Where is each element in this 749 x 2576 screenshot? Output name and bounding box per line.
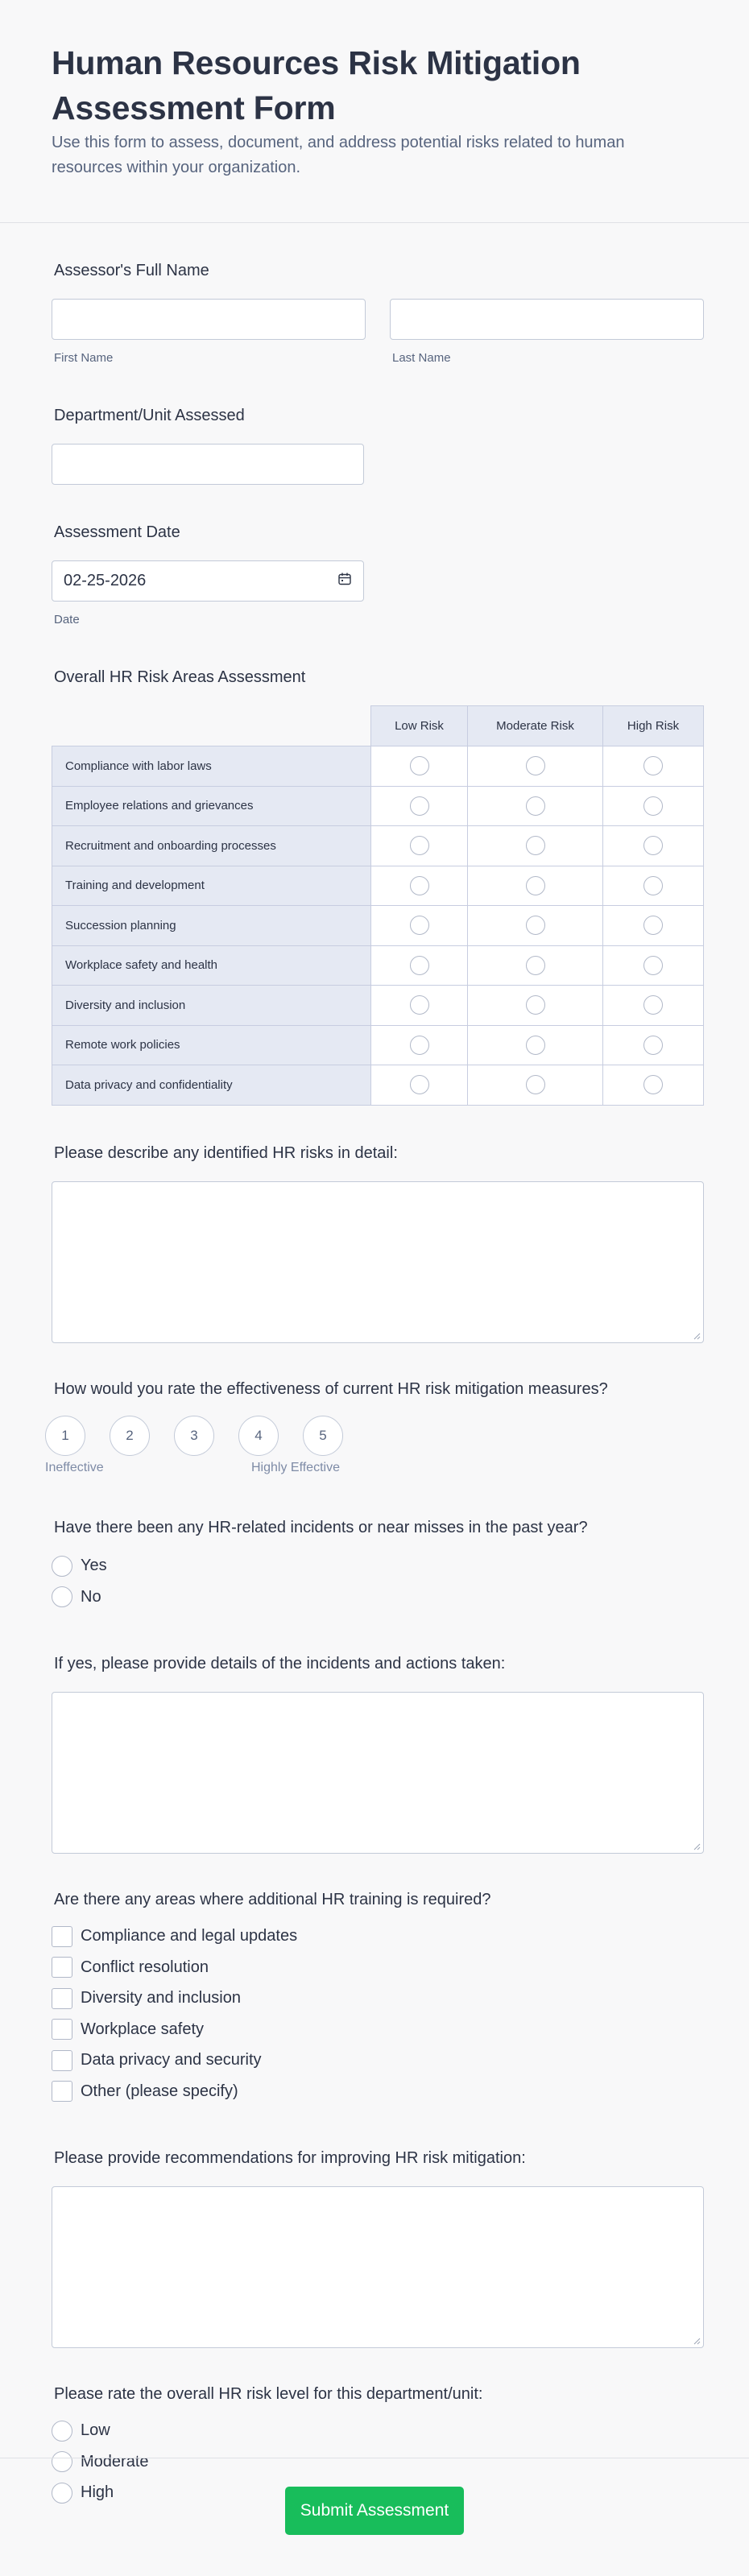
radio-icon[interactable]: [526, 836, 545, 855]
checkbox-icon[interactable]: [52, 1926, 72, 1947]
radio-icon[interactable]: [643, 796, 663, 816]
matrix-column-header: Moderate Risk: [468, 706, 603, 746]
recommendations-textarea[interactable]: [52, 2186, 704, 2348]
matrix-cell[interactable]: [468, 866, 603, 906]
matrix-cell[interactable]: [468, 1065, 603, 1106]
training-option[interactable]: [52, 2045, 697, 2077]
form-footer: [0, 2458, 749, 2535]
matrix-row: [52, 1065, 704, 1106]
effectiveness-scale: [45, 1416, 697, 1456]
option-label: Compliance and legal updates: [81, 1927, 298, 1945]
matrix-column-header: High Risk: [603, 706, 704, 746]
matrix-cell[interactable]: [468, 746, 603, 787]
assessment-date-label: Assessment Date: [54, 523, 180, 541]
radio-icon[interactable]: [410, 756, 429, 775]
matrix-cell[interactable]: [603, 986, 704, 1026]
department-field: [52, 405, 697, 485]
incidents-option-yes[interactable]: [52, 1551, 697, 1582]
recommendations-field: [52, 2148, 697, 2348]
matrix-cell[interactable]: [468, 906, 603, 946]
radio-icon[interactable]: [410, 956, 429, 975]
matrix-row: [52, 945, 704, 986]
matrix-cell[interactable]: [603, 1065, 704, 1106]
checkbox-icon[interactable]: [52, 2050, 72, 2071]
radio-icon[interactable]: [410, 876, 429, 895]
submit-button[interactable]: Submit Assessment: [285, 2487, 464, 2535]
assessor-name-field: [52, 260, 697, 365]
effectiveness-label: How would you rate the effectiveness of current HR risk mitigation measures?: [54, 1379, 608, 1398]
radio-icon[interactable]: [643, 916, 663, 935]
date-sublabel: Date: [54, 613, 80, 626]
incidents-field: [52, 1517, 697, 1613]
last-name-sublabel: Last Name: [392, 351, 451, 365]
radio-icon[interactable]: [643, 1075, 663, 1094]
radio-icon[interactable]: [410, 836, 429, 855]
matrix-cell[interactable]: [371, 826, 468, 866]
matrix-cell[interactable]: [603, 866, 704, 906]
option-label: Data privacy and security: [81, 2051, 262, 2069]
risk-matrix-field: [52, 667, 697, 1106]
first-name-sublabel: First Name: [54, 351, 114, 365]
matrix-cell[interactable]: [603, 826, 704, 866]
checkbox-icon[interactable]: [52, 2019, 72, 2040]
checkbox-icon[interactable]: [52, 1957, 72, 1978]
incidents-label: Have there been any HR-related incidents or near misses in the past year?: [54, 1518, 588, 1536]
scale-option-4[interactable]: 4: [238, 1416, 279, 1456]
scale-option-1[interactable]: 1: [45, 1416, 85, 1456]
last-name-input[interactable]: [390, 299, 704, 340]
training-option[interactable]: [52, 1921, 697, 1953]
matrix-cell[interactable]: [468, 1025, 603, 1065]
incidents-option-no[interactable]: [52, 1582, 697, 1613]
radio-icon[interactable]: [526, 1036, 545, 1055]
incident-details-field: [52, 1653, 697, 1854]
matrix-column-header: Low Risk: [371, 706, 468, 746]
scale-low-label: Ineffective: [45, 1460, 104, 1474]
matrix-row-label: Succession planning: [52, 906, 371, 946]
matrix-row-label: Diversity and inclusion: [52, 986, 371, 1026]
scale-option-3[interactable]: 3: [174, 1416, 214, 1456]
matrix-row-label: Remote work policies: [52, 1025, 371, 1065]
matrix-cell[interactable]: [603, 906, 704, 946]
training-option[interactable]: [52, 1952, 697, 1983]
radio-icon[interactable]: [410, 916, 429, 935]
scale-option-2[interactable]: 2: [110, 1416, 150, 1456]
checkbox-icon[interactable]: [52, 2081, 72, 2102]
risks-detail-label: Please describe any identified HR risks in detail:: [54, 1143, 398, 1162]
scale-option-5[interactable]: 5: [303, 1416, 343, 1456]
form-header: [0, 0, 749, 223]
radio-icon[interactable]: [643, 995, 663, 1015]
matrix-cell[interactable]: [468, 945, 603, 986]
matrix-cell[interactable]: [371, 986, 468, 1026]
recommendations-label: Please provide recommendations for improving HR risk mitigation:: [54, 2148, 526, 2167]
matrix-row: [52, 906, 704, 946]
matrix-cell[interactable]: [468, 986, 603, 1026]
matrix-cell[interactable]: [603, 1025, 704, 1065]
risks-detail-textarea[interactable]: [52, 1181, 704, 1343]
radio-icon[interactable]: [52, 1556, 72, 1577]
radio-icon[interactable]: [526, 956, 545, 975]
radio-icon[interactable]: [526, 756, 545, 775]
matrix-row-label: Training and development: [52, 866, 371, 906]
resize-grip-icon[interactable]: [693, 2338, 701, 2345]
training-option[interactable]: [52, 1983, 697, 2015]
incident-details-label: If yes, please provide details of the incidents and actions taken:: [54, 1654, 506, 1673]
department-input[interactable]: [52, 444, 364, 485]
date-input[interactable]: [52, 560, 364, 602]
matrix-row: [52, 746, 704, 787]
checkbox-icon[interactable]: [52, 1988, 72, 2009]
risks-detail-field: [52, 1143, 697, 1343]
matrix-cell[interactable]: [468, 826, 603, 866]
radio-icon[interactable]: [526, 1075, 545, 1094]
matrix-cell[interactable]: [603, 945, 704, 986]
form-body: [0, 260, 749, 2508]
assessor-name-label: Assessor's Full Name: [54, 262, 209, 279]
radio-icon[interactable]: [526, 796, 545, 816]
radio-icon[interactable]: [526, 995, 545, 1015]
option-label: No: [81, 1587, 101, 1606]
radio-icon[interactable]: [410, 1036, 429, 1055]
training-label: Are there any areas where additional HR training is required?: [54, 1890, 491, 1908]
matrix-cell[interactable]: [371, 786, 468, 826]
matrix-cell[interactable]: [371, 866, 468, 906]
matrix-row-label: Data privacy and confidentiality: [52, 1065, 371, 1106]
calendar-icon[interactable]: [337, 572, 352, 591]
risk-matrix-label: Overall HR Risk Areas Assessment: [54, 668, 306, 686]
option-label: High: [81, 2483, 114, 2502]
matrix-cell[interactable]: [468, 786, 603, 826]
option-label: Conflict resolution: [81, 1958, 209, 1976]
effectiveness-field: [45, 1379, 697, 1485]
date-value: 02-25-2026: [64, 572, 147, 589]
risk-matrix: [52, 705, 704, 1106]
matrix-row: [52, 826, 704, 866]
radio-icon[interactable]: [410, 1075, 429, 1094]
matrix-cell[interactable]: [371, 746, 468, 787]
training-field: [52, 1889, 697, 2107]
option-label: Yes: [81, 1557, 107, 1575]
matrix-cell[interactable]: [371, 1025, 468, 1065]
matrix-row-label: Workplace safety and health: [52, 945, 371, 986]
radio-icon[interactable]: [526, 916, 545, 935]
matrix-row: [52, 786, 704, 826]
radio-icon[interactable]: [410, 796, 429, 816]
radio-icon[interactable]: [526, 876, 545, 895]
incident-details-textarea[interactable]: [52, 1692, 704, 1854]
radio-icon[interactable]: [643, 756, 663, 775]
overall-risk-option-low[interactable]: [52, 2416, 697, 2447]
option-label: Moderate: [81, 2452, 149, 2471]
matrix-row: [52, 986, 704, 1026]
radio-icon[interactable]: [643, 1036, 663, 1055]
matrix-row-label: Employee relations and grievances: [52, 786, 371, 826]
radio-icon[interactable]: [410, 995, 429, 1015]
assessment-date-field: [52, 522, 697, 626]
radio-icon[interactable]: [643, 876, 663, 895]
resize-grip-icon[interactable]: [693, 1843, 701, 1850]
matrix-cell[interactable]: [603, 746, 704, 787]
form-title: Human Resources Risk Mitigation Assessment Form: [52, 44, 581, 126]
resize-grip-icon[interactable]: [693, 1333, 701, 1340]
option-label: Workplace safety: [81, 2020, 205, 2038]
option-label: Diversity and inclusion: [81, 1989, 241, 2007]
matrix-row: [52, 866, 704, 906]
radio-icon[interactable]: [643, 836, 663, 855]
overall-risk-label: Please rate the overall HR risk level for this department/unit:: [54, 2384, 483, 2403]
department-label: Department/Unit Assessed: [54, 407, 245, 424]
form-description: Use this form to assess, document, and address potential risks related to human resources within your organization.: [52, 134, 625, 176]
matrix-row-label: Recruitment and onboarding processes: [52, 826, 371, 866]
matrix-row: [52, 1025, 704, 1065]
radio-icon[interactable]: [643, 956, 663, 975]
option-label: Low: [81, 2421, 110, 2440]
matrix-cell[interactable]: [371, 1065, 468, 1106]
radio-icon[interactable]: [52, 2421, 72, 2442]
radio-icon[interactable]: [52, 1586, 72, 1607]
matrix-row-label: Compliance with labor laws: [52, 746, 371, 787]
matrix-cell[interactable]: [371, 906, 468, 946]
training-option[interactable]: [52, 2076, 697, 2107]
first-name-input[interactable]: [52, 299, 366, 340]
training-option[interactable]: [52, 2014, 697, 2045]
option-label: Other (please specify): [81, 2082, 238, 2100]
matrix-cell[interactable]: [603, 786, 704, 826]
matrix-cell[interactable]: [371, 945, 468, 986]
scale-high-label: Highly Effective: [251, 1460, 340, 1474]
